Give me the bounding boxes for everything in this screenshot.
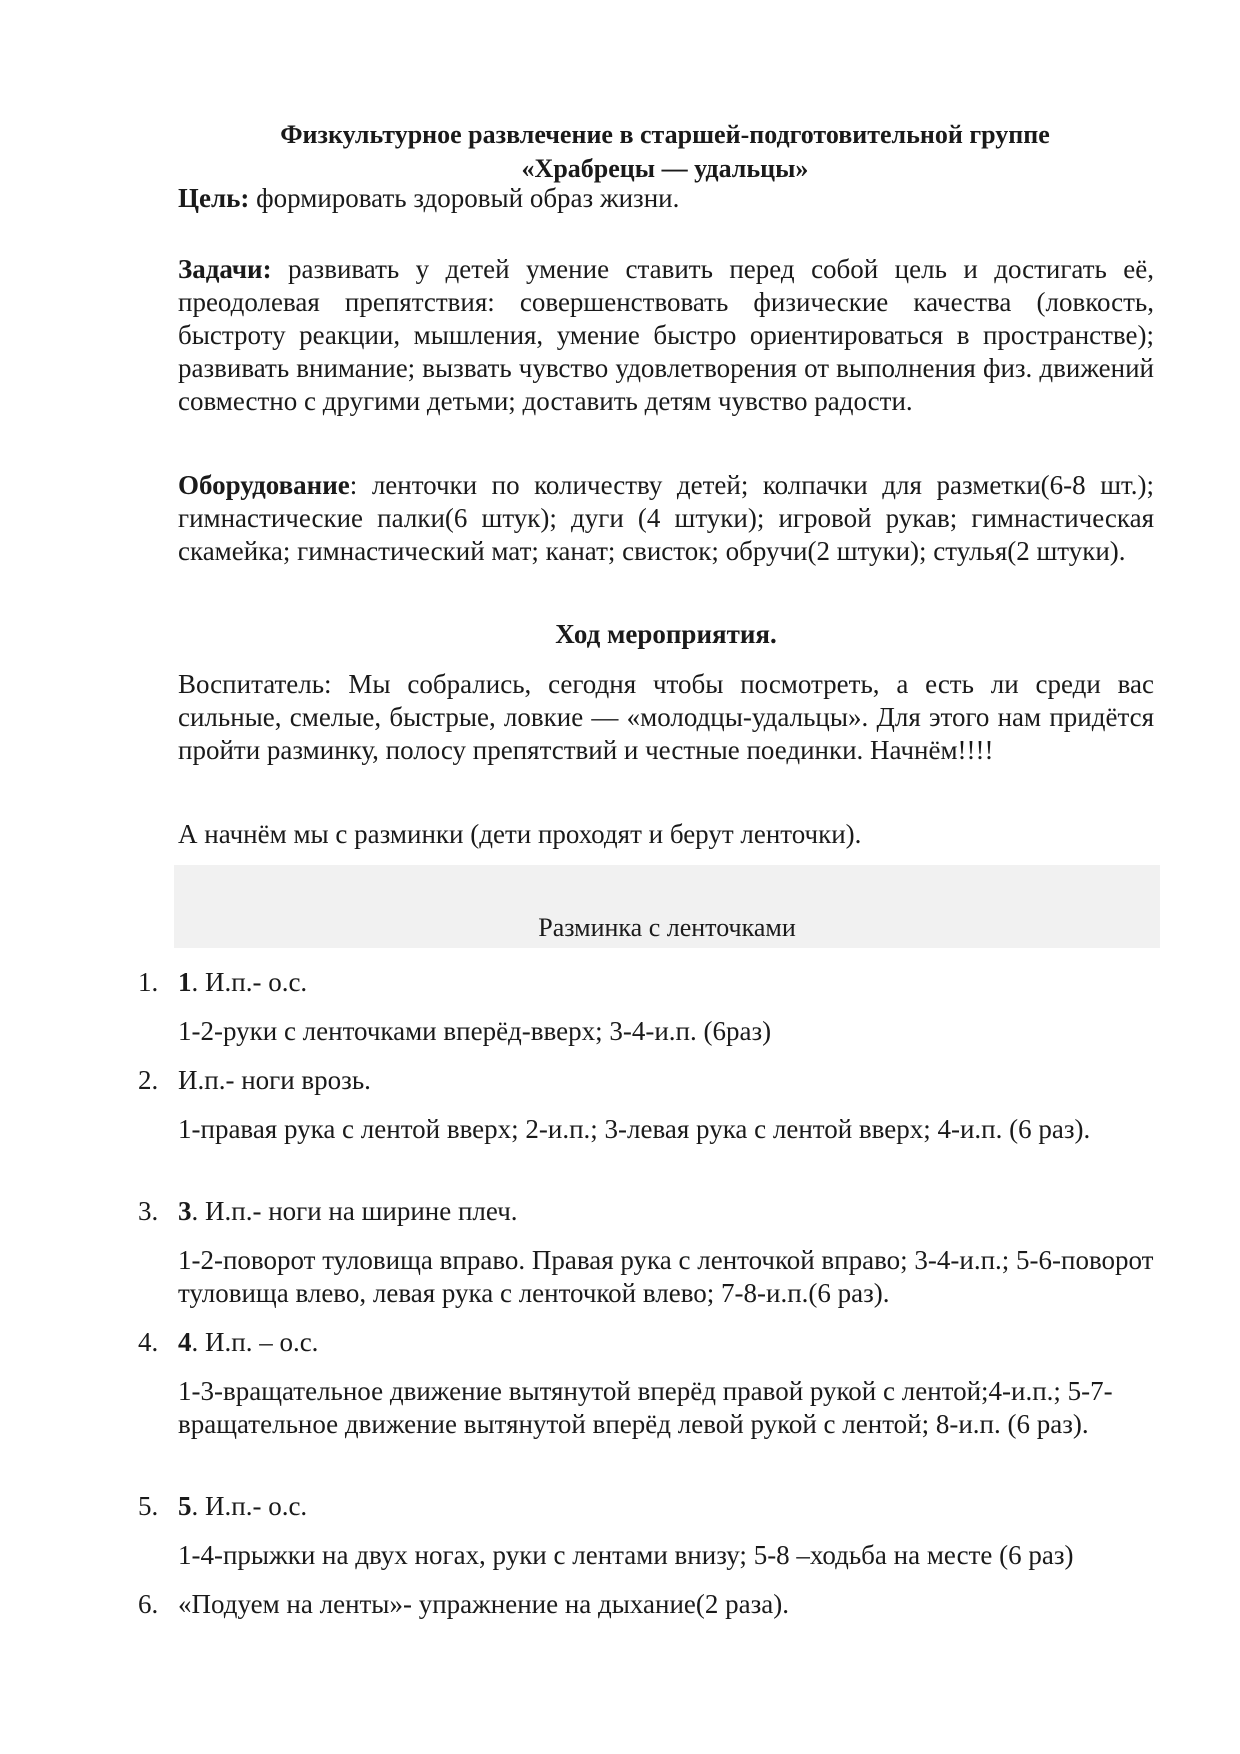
goal-paragraph [178, 182, 1154, 215]
exercise-number: 2. [138, 1065, 159, 1095]
exercise-description: 1-3-вращательное движение вытянутой вперёд правой рукой с лентой;4-и.п.; 5-7- вращательное движение вытянутой вперёд левой рукой с лентой; 8-и.п. (6 раз). [178, 1376, 1113, 1439]
tasks-text: развивать у детей умение ставить перед собой цель и достигать её, преодолевая препятствия: совершенствовать физические качества (ловкость, быстроту реакции, мышления, умение быстро ориентироваться в пространстве); развивать внимание; вызвать чувство удовлетворения от выполнения физ. движений совместно с другими детьми; доставить детям чувство радости. [178, 254, 1154, 416]
tasks-label: Задачи: [178, 254, 272, 284]
exercise-title [178, 1326, 318, 1359]
exercise-number: 3. [138, 1196, 159, 1226]
exercise-description: 1-4-прыжки на двух ногах, руки с лентами внизу; 5-8 –ходьба на месте (6 раз) [178, 1540, 1074, 1570]
title-line-1: Физкультурное развлечение в старшей-подготовительной группе [280, 120, 1050, 149]
title-line-2: «Храбрецы — удальцы» [521, 154, 809, 183]
page-title [170, 118, 1160, 186]
exercise-number: 1. [138, 967, 159, 997]
exercise-title [178, 1195, 518, 1228]
exercise-description: 1-правая рука с лентой вверх; 2-и.п.; 3-левая рука с лентой вверх; 4-и.п. (6 раз). [178, 1114, 1091, 1144]
warmup-heading: Разминка с ленточками [538, 913, 796, 942]
exercise-title-text: . И.п.- о.с. [191, 967, 308, 997]
exercise-title [178, 1064, 371, 1097]
goal-label: Цель: [178, 183, 250, 213]
equipment-label: Оборудование [178, 470, 350, 500]
exercise-title-text: . И.п.- ноги на ширине плеч. [191, 1196, 518, 1226]
tasks-paragraph [178, 253, 1154, 418]
exercise-title-bold: 1 [178, 967, 192, 997]
equipment-paragraph [178, 469, 1154, 568]
warmup-banner [174, 865, 1160, 948]
exercise-number: 6. [138, 1589, 159, 1619]
exercise-description: 1-2-руки с ленточками вперёд-вверх; 3-4-и.п. (6раз) [178, 1016, 772, 1046]
exercise-number: 5. [138, 1491, 159, 1521]
exercise-title [178, 1588, 789, 1621]
exercise-title-text: «Подуем на ленты»- упражнение на дыхание(2 раза). [178, 1589, 790, 1619]
exercise-title-bold: 3 [178, 1196, 192, 1226]
exercise-title [178, 1490, 307, 1523]
equipment-text: : ленточки по количеству детей; колпачки для разметки(6-8 шт.); гимнастические палки(6 штук); дуги (4 штуки); игровой рукав; гимнастическая скамейка; гимнастический мат; канат; свисток; обручи(2 штуки); стулья(2 штуки). [178, 470, 1154, 566]
exercise-number: 4. [138, 1327, 159, 1357]
exercise-title-text: И.п.- ноги врозь. [178, 1065, 371, 1095]
start-paragraph: А начнём мы с разминки (дети проходят и берут ленточки). [178, 819, 862, 849]
educator-paragraph: Воспитатель: Мы собрались, сегодня чтобы посмотреть, а есть ли среди вас сильные, смелые, быстрые, ловкие — «молодцы-удальцы». Для этого нам придётся пройти разминку, полосу препятствий и честные поединки. Начнём!!!! [178, 669, 1154, 765]
exercise-description: 1-2-поворот туловища вправо. Правая рука с ленточкой вправо; 3-4-и.п.; 5-6-поворот туловища влево, левая рука с ленточкой влево; 7-8-и.п.(6 раз). [178, 1245, 1154, 1308]
goal-text: формировать здоровый образ жизни. [249, 183, 680, 213]
exercise-title-text: . И.п. – о.с. [191, 1327, 319, 1357]
exercise-title-bold: 4 [178, 1327, 192, 1357]
exercise-title-bold: 5 [178, 1491, 192, 1521]
exercise-title [178, 966, 307, 999]
progress-heading: Ход мероприятия. [555, 619, 777, 649]
exercise-title-text: . И.п.- о.с. [191, 1491, 308, 1521]
